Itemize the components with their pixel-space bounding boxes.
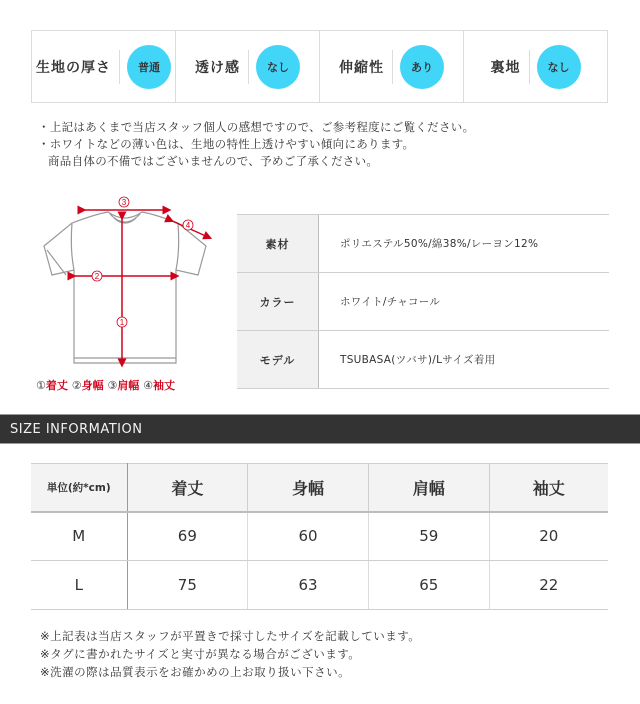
divider	[529, 50, 530, 84]
diagram-legend: ①着丈 ②身幅 ③肩幅 ④袖丈	[36, 379, 176, 392]
attr-label: 生地の厚さ	[36, 59, 111, 76]
spec-value: ホワイト/チャコール	[340, 296, 441, 308]
size-table-header	[31, 464, 608, 512]
section-title: SIZE INFORMATION	[10, 421, 143, 437]
spec-value: TSUBASA(ツバサ)/Lサイズ着用	[340, 354, 496, 366]
spec-row-material	[237, 215, 609, 273]
header-length: 着丈	[127, 464, 248, 512]
attr-label: 透け感	[195, 59, 240, 76]
marker-1: 1	[119, 318, 125, 327]
measurement-notes	[40, 627, 420, 681]
attr-badge: あり	[400, 45, 444, 89]
table-row	[31, 512, 608, 561]
cell: 75	[127, 561, 248, 610]
product-spec-table	[237, 214, 609, 389]
cell: 69	[127, 512, 248, 561]
attr-transparency	[176, 31, 320, 102]
divider	[248, 50, 249, 84]
attr-badge: なし	[256, 45, 300, 89]
cell: 65	[368, 561, 489, 610]
spec-key: モデル	[237, 331, 319, 388]
note-line: 商品自体の不備ではございませんので、予めご了承ください。	[48, 154, 379, 168]
header-unit: 単位(約*cm)	[31, 464, 127, 512]
marker-4: 4	[185, 221, 191, 230]
note-line: ※洗濯の際は品質表示をお確かめの上お取り扱い下さい。	[40, 665, 351, 679]
header-sleeve: 袖丈	[489, 464, 608, 512]
spec-row-model	[237, 331, 609, 389]
spec-value: ポリエステル50%/綿38%/レーヨン12%	[340, 238, 539, 250]
header-body-width: 身幅	[248, 464, 369, 512]
tshirt-icon	[30, 190, 220, 380]
marker-3: 3	[121, 198, 127, 207]
cell: 20	[489, 512, 608, 561]
cell: 60	[248, 512, 369, 561]
cell: 59	[368, 512, 489, 561]
attr-stretch	[320, 31, 464, 102]
section-header	[0, 414, 640, 444]
note-line: ※タグに書かれたサイズと実寸が異なる場合がございます。	[40, 647, 361, 661]
cell: 63	[248, 561, 369, 610]
divider	[119, 50, 120, 84]
impression-notes	[38, 119, 474, 170]
attr-lining	[464, 31, 607, 102]
fabric-attributes	[31, 30, 608, 103]
size-table	[31, 463, 608, 610]
note-line: ・上記はあくまで当店スタッフ個人の感想ですので、ご参考程度にご覧ください。	[38, 120, 475, 134]
size-label: L	[31, 561, 127, 610]
spec-row-color	[237, 273, 609, 331]
divider	[392, 50, 393, 84]
attr-label: 裏地	[490, 59, 521, 76]
tshirt-measurement-diagram	[30, 190, 220, 380]
attr-thickness	[32, 31, 176, 102]
spec-key: カラー	[237, 273, 319, 330]
note-line: ※上記表は当店スタッフが平置きで採寸したサイズを記載しています。	[40, 629, 421, 643]
size-label: M	[31, 512, 127, 561]
note-line: ・ホワイトなどの薄い色は、生地の特性上透けやすい傾向にあります。	[38, 137, 415, 151]
marker-2: 2	[94, 272, 100, 281]
spec-key: 素材	[237, 215, 319, 272]
attr-badge: なし	[537, 45, 581, 89]
attr-label: 伸縮性	[339, 59, 384, 76]
table-row	[31, 561, 608, 610]
attr-badge: 普通	[127, 45, 171, 89]
cell: 22	[489, 561, 608, 610]
header-shoulder: 肩幅	[368, 464, 489, 512]
